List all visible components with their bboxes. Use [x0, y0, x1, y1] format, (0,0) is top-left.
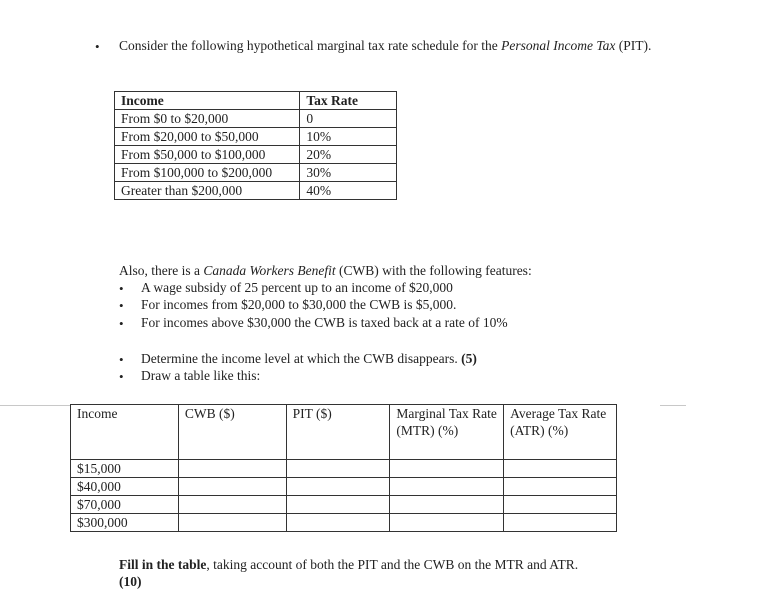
empty-cell [286, 478, 390, 496]
table-row [71, 514, 617, 532]
table-cell: From $100,000 to $200,000 [115, 164, 300, 182]
cwb-intro-text: Also, there is a [119, 263, 204, 278]
empty-cell [504, 496, 617, 514]
list-item: A wage subsidy of 25 percent up to an income of $20,000 [141, 280, 453, 295]
table-row [115, 128, 397, 146]
empty-cell [178, 496, 286, 514]
table-header-atr: Average Tax Rate (ATR) (%) [504, 405, 617, 460]
bullet-marker: • [119, 316, 124, 331]
table-cell: Greater than $200,000 [115, 182, 300, 200]
task-item: Draw a table like this: [141, 368, 261, 383]
intro-paragraph [119, 37, 659, 54]
table-header-pit: PIT ($) [286, 405, 390, 460]
intro-text-end: (PIT). [615, 38, 652, 53]
empty-cell [178, 460, 286, 478]
table-row [115, 164, 397, 182]
income-cell: $15,000 [71, 460, 179, 478]
empty-cell [178, 514, 286, 532]
table-cell: 40% [300, 182, 397, 200]
empty-cell [504, 460, 617, 478]
list-item: For incomes above $30,000 the CWB is taxed back at a rate of 10% [141, 315, 508, 330]
bullet-marker: • [95, 39, 100, 54]
task-item [141, 350, 477, 367]
table-row [71, 478, 617, 496]
bullet-marker: • [119, 281, 124, 296]
final-instruction-bold: Fill in the table [119, 557, 207, 572]
intro-text: Consider the following hypothetical marginal tax rate schedule for the [119, 38, 502, 53]
table-header-income: Income [115, 92, 300, 110]
task-points: (5) [461, 351, 477, 366]
final-instruction-text: , taking account of both the PIT and the CWB on the MTR and ATR. [206, 557, 579, 572]
pit-schedule-table [114, 91, 397, 200]
final-instruction-points: (10) [119, 574, 142, 589]
table-row [71, 496, 617, 514]
table-cell: 20% [300, 146, 397, 164]
table-header-row [115, 92, 397, 110]
table-row [71, 460, 617, 478]
list-item: For incomes from $20,000 to $30,000 the CWB is $5,000. [141, 297, 457, 312]
empty-cell [390, 478, 504, 496]
table-row [115, 146, 397, 164]
table-header-mtr: Marginal Tax Rate (MTR) (%) [390, 405, 504, 460]
empty-cell [504, 478, 617, 496]
table-cell: From $50,000 to $100,000 [115, 146, 300, 164]
empty-cell [286, 460, 390, 478]
income-cell: $300,000 [71, 514, 179, 532]
empty-cell [286, 514, 390, 532]
final-instruction [119, 556, 679, 590]
bullet-marker: • [119, 369, 124, 384]
table-header-cwb: CWB ($) [178, 405, 286, 460]
task-text: Determine the income level at which the CWB disappears. [141, 351, 462, 366]
divider-line [660, 405, 686, 406]
cwb-intro-text-end: (CWB) with the following features: [335, 263, 532, 278]
empty-cell [286, 496, 390, 514]
income-cell: $70,000 [71, 496, 179, 514]
divider-line [0, 405, 70, 406]
bullet-marker: • [119, 298, 124, 313]
empty-cell [178, 478, 286, 496]
table-cell: 10% [300, 128, 397, 146]
empty-cell [390, 496, 504, 514]
cwb-intro [119, 262, 719, 279]
empty-cell [390, 460, 504, 478]
table-row [115, 182, 397, 200]
cwb-intro-emphasis: Canada Workers Benefit [203, 263, 336, 278]
table-header-tax-rate: Tax Rate [300, 92, 397, 110]
answer-table [70, 404, 617, 532]
table-cell: 30% [300, 164, 397, 182]
empty-cell [504, 514, 617, 532]
table-row [115, 110, 397, 128]
table-header-income: Income [71, 405, 179, 460]
table-header-row [71, 405, 617, 460]
empty-cell [390, 514, 504, 532]
table-cell: 0 [300, 110, 397, 128]
table-cell: From $0 to $20,000 [115, 110, 300, 128]
table-cell: From $20,000 to $50,000 [115, 128, 300, 146]
intro-emphasis: Personal Income Tax [501, 38, 616, 53]
income-cell: $40,000 [71, 478, 179, 496]
bullet-marker: • [119, 352, 124, 367]
